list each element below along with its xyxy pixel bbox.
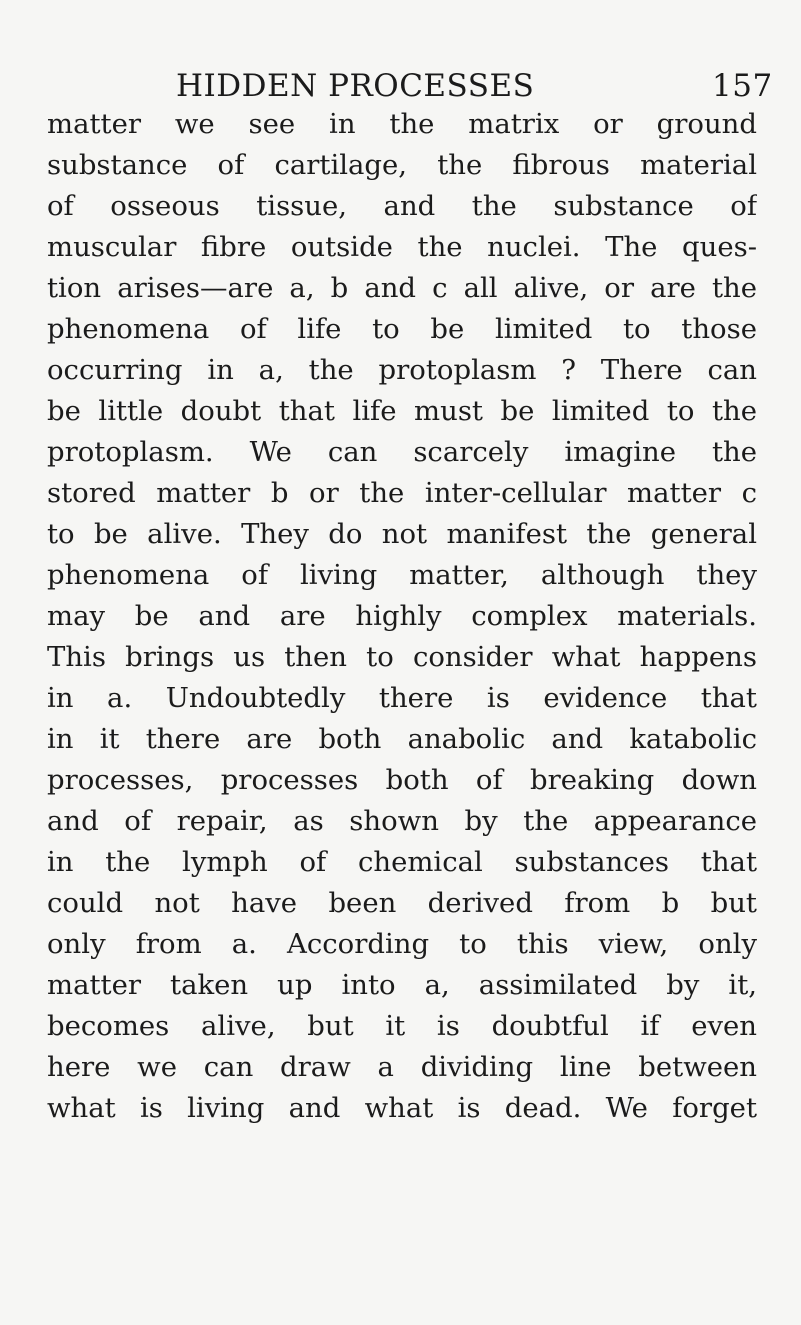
running-head [0, 66, 801, 106]
text-line: phenomena of life to be limited to those [47, 313, 757, 345]
text-line: to be alive. They do not manifest the general [47, 518, 757, 550]
text-line: here we can draw a dividing line between [47, 1051, 757, 1083]
text-line: matter we see in the matrix or ground [47, 108, 757, 140]
text-line: stored matter b or the inter-cellular matter c [47, 477, 757, 509]
text-line: of osseous tissue, and the substance of [47, 190, 757, 222]
text-line: protoplasm. We can scarcely imagine the [47, 436, 757, 468]
running-title: HIDDEN PROCESSES [176, 68, 535, 104]
text-line: be little doubt that life must be limited to the [47, 395, 757, 427]
text-line: matter taken up into a, assimilated by it, [47, 969, 757, 1001]
page-number: 157 [712, 68, 773, 104]
text-line: in it there are both anabolic and katabolic [47, 723, 757, 755]
text-line: in the lymph of chemical substances that [47, 846, 757, 878]
text-line: may be and are highly complex materials. [47, 600, 757, 632]
text-line: phenomena of living matter, although they [47, 559, 757, 591]
text-line: This brings us then to consider what happens [47, 641, 757, 673]
text-line: and of repair, as shown by the appearance [47, 805, 757, 837]
text-line: what is living and what is dead. We forget [47, 1092, 757, 1124]
text-line: tion arises—are a, b and c all alive, or are the [47, 272, 757, 304]
body-text [47, 104, 757, 1129]
text-line: processes, processes both of breaking down [47, 764, 757, 796]
text-line: in a. Undoubtedly there is evidence that [47, 682, 757, 714]
text-line: only from a. According to this view, only [47, 928, 757, 960]
text-line: could not have been derived from b but [47, 887, 757, 919]
text-line: becomes alive, but it is doubtful if even [47, 1010, 757, 1042]
text-line: substance of cartilage, the fibrous material [47, 149, 757, 181]
text-line: muscular fibre outside the nuclei. The ques- [47, 231, 757, 263]
text-line: occurring in a, the protoplasm ? There can [47, 354, 757, 386]
